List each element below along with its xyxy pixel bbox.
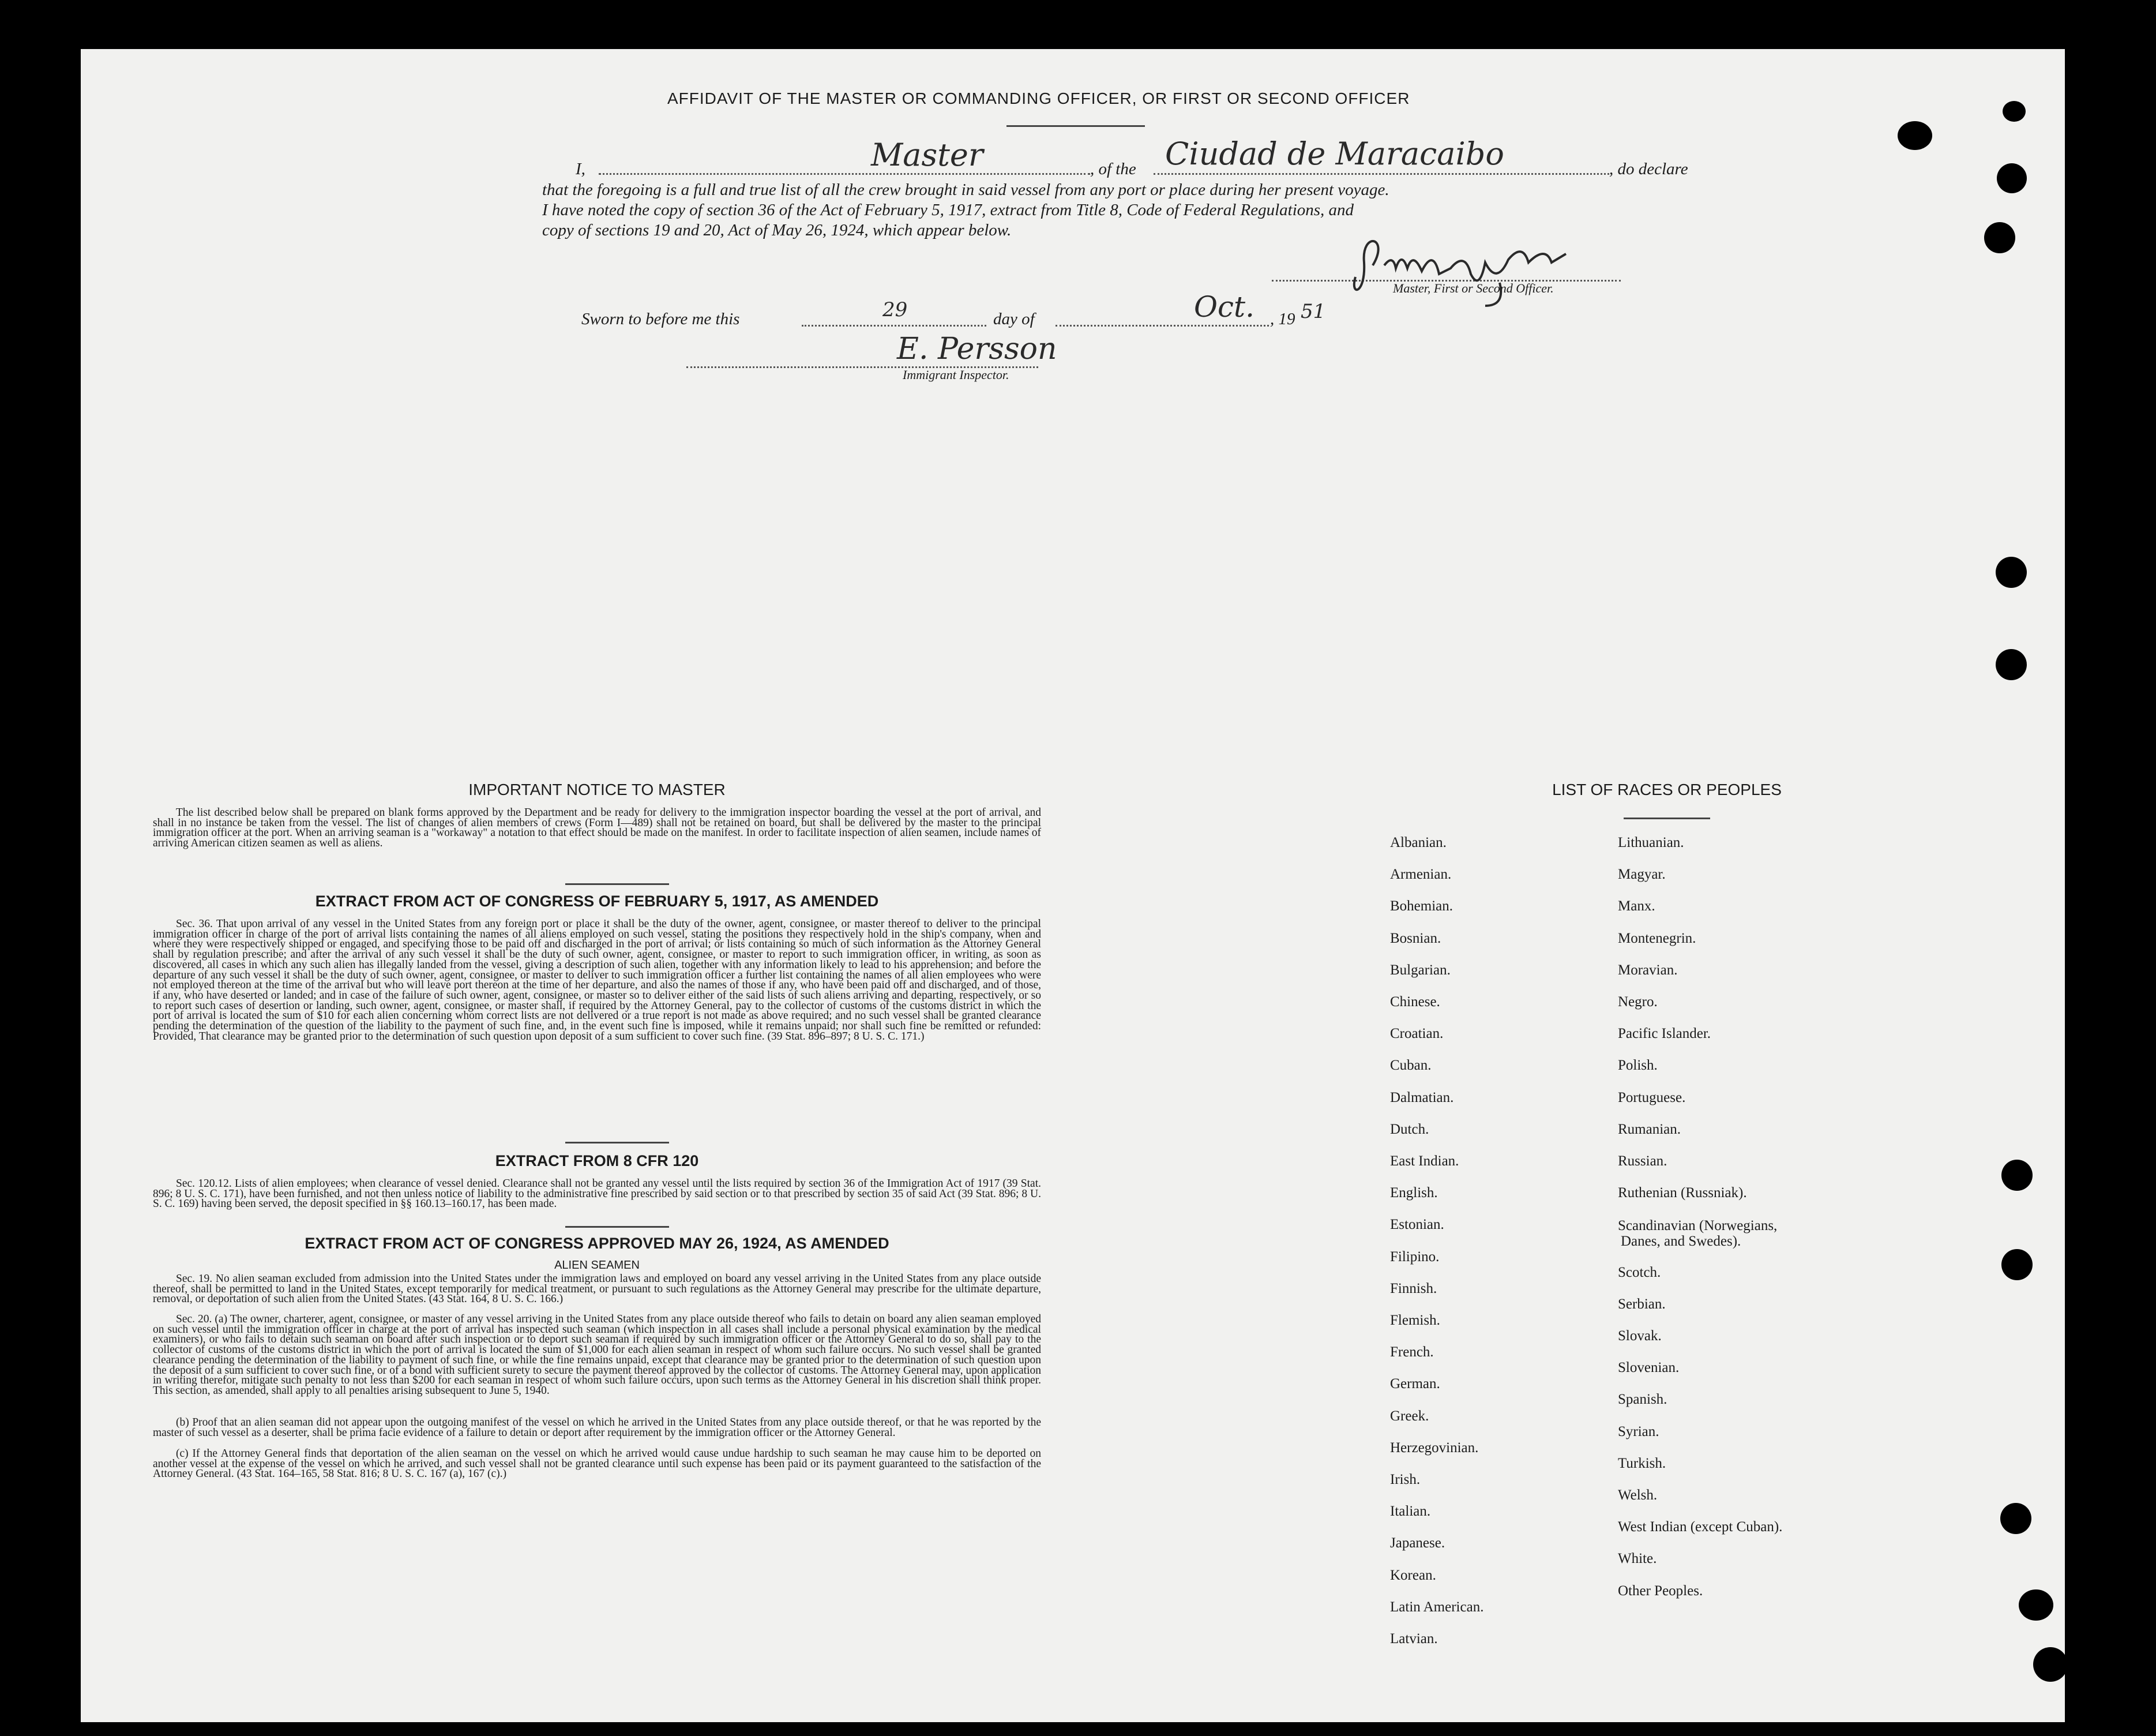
race-item: Albanian. (1390, 835, 1447, 850)
binder-hole (2019, 1589, 2053, 1621)
section-20a-text: Sec. 20. (a) The owner, charterer, agent, consignee, or master of any vessel arriving in the United States from any place outside thereof who fails to detain on board any alien seaman employed on such vessel until the immigration officer in charge at the port of arrival has inspected such seaman (which inspection in all cases shall include a personal physical examination by the medical examiners), or who fails to detain such seaman on board after such inspection or to deport such seaman if required by such immigration officer or the Attorney General to do so, shall pay to the collector of customs of the customs district in which the port of arrival is located the sum of $1,000 for each alien seaman in respect of whom such failure occurs. No such vessel shall be granted clearance pending the determination of the liability to payment of such fine, or while the fine remains unpaid, except that clearance may be granted prior to the determination of such question upon the deposit of a sum sufficient to cover such fine, or of a bond with sufficient surety to secure the payment thereof approved by the collector of customs. The Attorney General may, upon application in writing therefor, mitigate such penalty to not less than $200 for each seaman in respect of whom such failure occurs, upon such terms as the Attorney General in his discretion shall think proper. This section, as amended, shall apply to all penalties arising subsequent to June 5, 1940. (153, 1313, 1041, 1397)
race-item: Slovenian. (1618, 1360, 1680, 1376)
extract-cfr-text: Sec. 120.12. Lists of alien employees; when clearance of vessel denied. Clearance shall not be granted any vessel until the lists required by section 36 of the Immigration Act of 1917 (39 Stat. 896; 8 U. S. C. 171), have been furnished, and not then unless notice of liability to the administrative fine prescribed by said section or to that prescribed by section 35 of said Act (39 Stat. 896; 8 U. S. C. 169) having been served, the deposit specified in §§ 160.13–160.17, has been made. (153, 1178, 1041, 1210)
race-item: Bohemian. (1390, 898, 1453, 914)
notice-text: The list described below shall be prepared on blank forms approved by the Department and be ready for delivery to the immigration inspector boarding the vessel at the port of arrival, and shall in no instance be taken from the vessel. The list of changes of alien members of crews (Form I—489) shall not be retained on board, but shall be delivered by the master to the principal immigration officer at the port. When an arriving seaman is a "workaway" a notation to that effect should be made on the manifest. In order to facilitate inspection of alien seamen, include names of arriving American citizen seamen as well as aliens. (153, 807, 1041, 850)
race-item: Croatian. (1390, 1026, 1444, 1042)
day-blank (802, 325, 986, 327)
month-handwritten: Oct. (1194, 290, 1254, 324)
month-blank (1056, 325, 1269, 327)
extract-cfr-rule (565, 1226, 669, 1228)
affidavit-title: AFFIDAVIT OF THE MASTER OR COMMANDING OFFICER, OR FIRST OR SECOND OFFICER (667, 89, 1410, 107)
race-item: Korean. (1390, 1567, 1436, 1583)
title-rule (1006, 125, 1145, 127)
day-of-label: day of (993, 310, 1035, 328)
race-item: West Indian (except Cuban). (1618, 1519, 1783, 1535)
race-item: Armenian. (1390, 867, 1452, 883)
binder-hole (1984, 222, 2015, 253)
extract-1924-title: EXTRACT FROM ACT OF CONGRESS APPROVED MAY 26, 1924, AS AMENDED (305, 1235, 889, 1252)
declaration-line-4: copy of sections 19 and 20, Act of May 26, 1924, which appear below. (542, 221, 1012, 239)
race-item: Cuban. (1390, 1058, 1432, 1074)
race-item: German. (1390, 1376, 1440, 1392)
race-item: English. (1390, 1185, 1438, 1201)
races-title: LIST OF RACES OR PEOPLES (1552, 781, 1782, 798)
binder-hole (1898, 121, 1932, 150)
vessel-blank (1154, 173, 1609, 175)
race-item: Chinese. (1390, 994, 1440, 1010)
race-item: Portuguese. (1618, 1089, 1686, 1105)
master-handwritten: Master (871, 137, 983, 173)
race-item: Greek. (1390, 1408, 1429, 1424)
sworn-label: Sworn to before me this (581, 310, 740, 328)
race-item: Serbian. (1618, 1296, 1666, 1312)
race-item: Lithuanian. (1618, 835, 1684, 850)
race-item: Scandinavian (Norwegians, (1618, 1218, 1778, 1234)
race-item: Pacific Islander. (1618, 1026, 1711, 1042)
race-item: Bulgarian. (1390, 962, 1451, 978)
do-declare-label: , do declare (1609, 160, 1688, 178)
declaration-line-3: I have noted the copy of section 36 of the Act of February 5, 1917, extract from Title 8, Code of Federal Regulations, and (542, 201, 1354, 219)
race-item: Manx. (1618, 898, 1655, 914)
race-item: Latin American. (1390, 1599, 1484, 1615)
race-item: Rumanian. (1618, 1121, 1681, 1137)
race-item: Finnish. (1390, 1280, 1437, 1296)
race-item: East Indian. (1390, 1153, 1459, 1169)
binder-hole (1996, 649, 2027, 680)
section-20b-text: (b) Proof that an alien seaman did not appear upon the outgoing manifest of the vessel on which he arrived in the United States from any place outside thereof, or that he was reported by the master of such vessel as a deserter, shall be prima facie evidence of a failure to detain or deport after requirement by the immigration officer or the Attorney General. (153, 1416, 1041, 1439)
document-page (81, 49, 2065, 1722)
notice-rule (565, 883, 669, 885)
binder-hole (2003, 101, 2026, 122)
race-item: Herzegovinian. (1390, 1439, 1479, 1456)
race-item: Russian. (1618, 1153, 1667, 1169)
of-the-label: , of the (1090, 160, 1136, 178)
binder-hole (2001, 1160, 2033, 1191)
race-item: Other Peoples. (1618, 1583, 1703, 1599)
vessel-name-handwritten: Ciudad de Maracaibo (1165, 136, 1504, 172)
i-label: I, (576, 160, 585, 178)
race-item: French. (1390, 1344, 1434, 1360)
race-item: Turkish. (1618, 1455, 1666, 1471)
year-label: , 19 (1270, 310, 1295, 328)
race-item: Italian. (1390, 1503, 1431, 1520)
extract-cfr-title: EXTRACT FROM 8 CFR 120 (495, 1152, 699, 1169)
race-item: Polish. (1618, 1058, 1658, 1074)
binder-hole (1997, 163, 2027, 193)
extract-1917-title: EXTRACT FROM ACT OF CONGRESS OF FEBRUARY 5, 1917, AS AMENDED (315, 893, 879, 910)
year-handwritten: 51 (1301, 300, 1326, 323)
race-item: Japanese. (1390, 1535, 1445, 1551)
race-item: Moravian. (1618, 962, 1678, 978)
race-item: Negro. (1618, 994, 1658, 1010)
master-blank (599, 173, 1090, 175)
extract-1917-rule (565, 1142, 669, 1143)
race-item: Spanish. (1618, 1392, 1667, 1408)
race-item: Bosnian. (1390, 930, 1441, 946)
races-rule (1624, 818, 1710, 819)
race-item: Scotch. (1618, 1264, 1661, 1280)
alien-seamen-subtitle: ALIEN SEAMEN (554, 1259, 640, 1272)
race-item: Dalmatian. (1390, 1089, 1454, 1105)
race-item: Estonian. (1390, 1217, 1444, 1233)
binder-hole (2001, 1249, 2033, 1280)
race-item: Slovak. (1618, 1328, 1662, 1344)
officer-caption: Master, First or Second Officer. (1393, 281, 1554, 295)
officer-signature (1338, 231, 1661, 309)
race-item: Dutch. (1390, 1121, 1429, 1137)
declaration-line-2: that the foregoing is a full and true list of all the crew brought in said vessel from any port or place during her present voyage. (542, 181, 1389, 199)
race-item: Flemish. (1390, 1313, 1440, 1328)
race-item: Magyar. (1618, 867, 1666, 883)
binder-hole (2033, 1647, 2068, 1682)
race-item: Welsh. (1618, 1487, 1658, 1503)
notice-title: IMPORTANT NOTICE TO MASTER (468, 781, 726, 798)
race-item: Latvian. (1390, 1631, 1438, 1647)
section-19-text: Sec. 19. No alien seaman excluded from admission into the United States under the immigration laws and employed on board any vessel arriving in the United States from any place outside thereof, shall be permitted to land in the United States, except temporarily for medical treatment, or pursuant to such regulations as the Attorney General may prescribe for the ultimate departure, removal, or deportation of such alien from the United States. (43 Stat. 164, 8 U. S. C. 166.) (153, 1273, 1041, 1306)
race-item: Syrian. (1618, 1423, 1659, 1439)
binder-hole (2000, 1503, 2031, 1534)
race-item: Montenegrin. (1618, 930, 1696, 946)
inspector-signature: E. Persson (897, 332, 1057, 366)
section-20c-text: (c) If the Attorney General finds that deportation of the alien seaman on the vessel on which he arrived would cause undue hardship to such seaman he may cause him to be deported on another vessel at the expense of the vessel on which he arrived, and such vessel shall not be granted clearance until such expense has been paid or its payment guaranteed to the satisfaction of the Attorney General. (43 Stat. 164–165, 58 Stat. 816; 8 U. S. C. 167 (a), 167 (c).) (153, 1448, 1041, 1480)
race-item: Ruthenian (Russniak). (1618, 1185, 1747, 1201)
binder-hole (1996, 557, 2027, 588)
day-handwritten: 29 (882, 298, 908, 321)
extract-1917-text: Sec. 36. That upon arrival of any vessel in the United States from any foreign port or place it shall be the duty of the owner, agent, consignee, or master thereof to deliver to the principal immigration officer in charge of the port of arrival lists containing the names of all aliens employed on such vessel, stating the positions they respectively hold in the ship's company, when and where they were respectively shipped or engaged, and specifying those to be paid off and discharged in the port of arrival; or lists containing so much of such information as the Attorney General shall by regulation prescribe; and after the arrival of any such vessel it shall be the duty of such owner, agent, consignee, or master to report to such immigration officer, in writing, as soon as discovered, all cases in which any such alien has illegally landed from the vessel, giving a description of such alien, together with any information likely to lead to his apprehension; and before the departure of any such vessel it shall be the duty of such owner, agent, consignee, or master to deliver to such immigration officer a further list containing the names of all alien employees who were not employed thereon at the time of the arrival but who will leave port thereon at the time of her departure, and also the names of those if any, who have been paid off and discharged, and of those, if any, who have deserted or landed; and in case of the failure of such owner, agent, consignee, or master so to deliver either of the said lists of such aliens arriving and departing, respectively, or so to report such cases of desertion or landing, such owner, agent, consignee, or master shall, if required by the Attorney General, pay to the collector of customs of the customs district in which the port of arrival is located the sum of $10 for each alien concerning whom correct lists are not delivered or a true report is not made as above required; and no such vessel shall be granted clearance pending the determination of the question of the liability to the payment of such fine, and, in the event such fine is imposed, while it remains unpaid; nor shall such fine be remitted or refunded: Provided, That clearance may be granted prior to the determination of such question upon deposit of a sum sufficient to cover such fine. (39 Stat. 896–897; 8 U. S. C. 171.) (153, 918, 1041, 1043)
race-item: Danes, and Swedes). (1621, 1233, 1741, 1250)
race-item: Filipino. (1390, 1248, 1440, 1265)
race-item: White. (1618, 1551, 1657, 1567)
inspector-caption: Immigrant Inspector. (903, 368, 1009, 382)
race-item: Irish. (1390, 1472, 1421, 1487)
